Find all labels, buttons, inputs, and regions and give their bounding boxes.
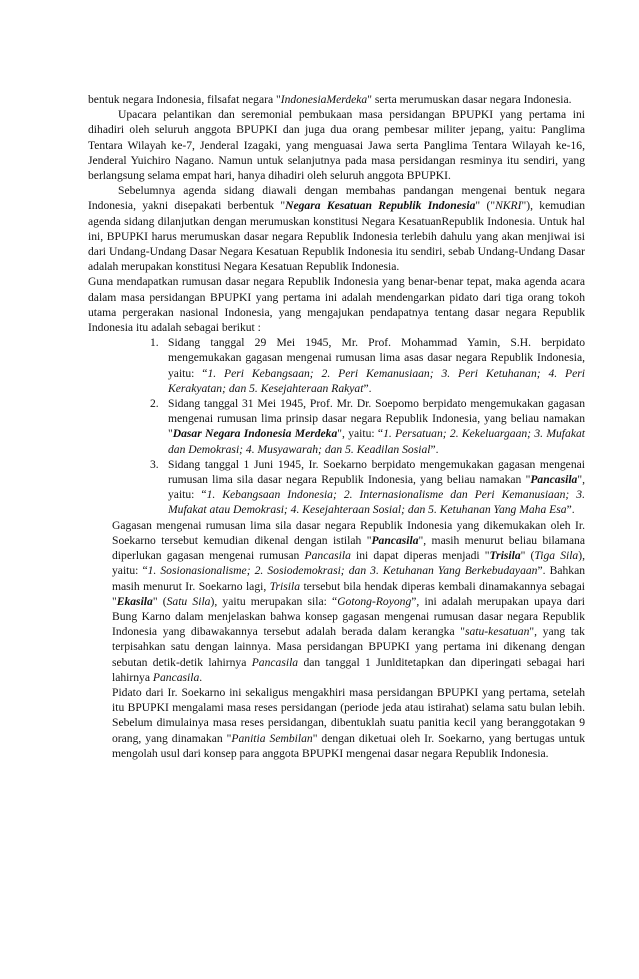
text: Sidang tanggal 31 Mei 1945, Prof. Mr. Dr. Soepomo berpidato mengemukakan gagasan mengenai rumusan lima prinsip dasar negara Republik Indonesia, yang beliau namakan ": [168, 397, 585, 441]
list-item: [88, 396, 585, 457]
text: ”.: [566, 503, 575, 517]
text: ), yaitu merupakan sila: “: [210, 594, 338, 608]
italic-term: IndonesiaMerdeka: [280, 93, 368, 106]
text: dan tanggal 1 Junlditetapkan dan diperingati sebagai hari lahirnya: [112, 655, 586, 684]
italic-term: 1. Peri Kebangsaan; 2. Peri Kemanusiaan; 3. Peri Ketuhanan; 4. Peri Kerakyatan; dan 5. Kesejahteraan Rakyat: [168, 366, 586, 395]
list-item: [88, 335, 585, 396]
indented-block: [88, 518, 585, 761]
text: ", yaitu: “: [337, 427, 384, 441]
italic-term: Pancasila: [152, 670, 200, 684]
text: " (: [520, 549, 535, 563]
bold-italic-term: Pancasila: [530, 473, 578, 487]
text: ”.: [363, 381, 372, 395]
text: ”, ini adalah merupakan upaya dari Bung Karno dalam menjelaskan bahwa konsep gagasan mengenai rumusan dasar negara Republik Indonesia yang dibawakannya tersebut adalah berada dalam kerangka ": [112, 594, 585, 639]
italic-term: Pancasila: [304, 549, 351, 563]
italic-term: NKRI: [495, 199, 522, 213]
document-page: [88, 92, 585, 761]
text: ”.: [430, 442, 439, 456]
list-number: 3.: [150, 457, 159, 471]
text: Sebelumnya agenda sidang diawali dengan membahas pandangan mengenai bentuk negara Indonesia, yakni disepakati berbentuk ": [88, 184, 585, 213]
paragraph-intro: [88, 92, 585, 107]
paragraph-guna: Guna mendapatkan rumusan dasar negara Republik Indonesia yang benar-benar tepat, maka agenda acara dalam masa persidangan BPUPKI yang pertama ini adalah mendengarkan pidato dari tiga orang tokoh utama pergerakan nasional Indonesia, yang mengajukan pendapatnya tentang dasar negara Republik Indonesia itu adalah sebagai berikut :: [88, 275, 585, 335]
italic-term: Pancasila: [251, 655, 299, 669]
italic-term: 1. Sosionasionalisme; 2. Sosiodemokrasi; dan 3. Ketuhanan Yang Berkebudayaan: [147, 564, 538, 578]
text: ini dapat diperas menjadi ": [350, 549, 490, 563]
text: " serta merumuskan dasar negara Indonesia.: [367, 93, 572, 106]
text: " (: [152, 594, 167, 608]
italic-term: Gotong-Royong: [337, 594, 412, 608]
text: ), yaitu: “: [112, 549, 585, 578]
text: ”. Bahkan masih menurut Ir. Soekarno lagi,: [112, 564, 586, 593]
bold-italic-term: Trisila: [489, 549, 521, 563]
paragraph-gagasan: [112, 518, 585, 685]
italic-term: Tiga Sila: [534, 549, 579, 563]
text: tersebut bila hendak diperas kembali dinamakannya sebagai ": [112, 579, 586, 608]
text: ", yang tak terpisahkan satu dengan lainnya. Masa persidangan BPUPKI yang pertama ini dikenang dengan sebutan detik-detik lahirnya: [112, 625, 585, 669]
bold-italic-term: Dasar Negara Indonesia Merdeka: [172, 427, 338, 441]
italic-term: 1. Kebangsaan Indonesia; 2. Internasionalisme dan Peri Kemanusiaan; 3. Mufakat atau Demokrasi; 4. Kesejahteraan Sosial; dan 5. Ketuhanan Yang Maha Esa: [168, 488, 585, 517]
text: Sidang tanggal 1 Juni 1945, Ir. Soekarno berpidato mengemukakan gagasan mengenai rumusan lima sila dasar negara Republik Indonesia, yang beliau namakan ": [168, 457, 585, 487]
paragraph-upacara: Upacara pelantikan dan seremonial pembukaan masa persidangan BPUPKI yang pertama ini dihadiri oleh seluruh anggota BPUPKI dan juga dua orang pembesar militer jepang, yaitu: Panglima Tentara Wilayah ke-7, Jenderal Izagaki, yang menguasai Jawa serta Panglima Tentara Wilayah ke-16, Jenderal Yuichiro Nagano. Namun untuk selanjutnya pada masa persidangan resminya itu sendiri, yang berlangsung selama empat hari, hanya dihadiri oleh seluruh anggota BPUPKI.: [88, 108, 585, 183]
bold-italic-term: Pancasila: [371, 533, 419, 547]
text: "), kemudian agenda sidang dilanjutkan dengan merumuskan konstitusi Negara KesatuanRepublik Indonesia. Untuk hal ini, BPUPKI harus merumuskan dasar negara Republik Indonesia terlebih dahulu yang akan menjiwai isi dari Undang-Undang Dasar Negara Kesatuan Republik Indonesia itu sendiri, sebab Undang-Undang Dasar adalah merupakan konstitusi Negara Kesatuan Republik Indonesia.: [88, 199, 586, 274]
text: ", yaitu: “: [168, 473, 585, 502]
italic-term: 1. Persatuan; 2. Kekeluargaan; 3. Mufakat dan Demokrasi; 4. Musyawarah; dan 5. Keadilan Sosial: [168, 427, 585, 456]
text: " (": [475, 199, 496, 213]
text: Sidang tanggal 29 Mei 1945, Mr. Prof. Mohammad Yamin, S.H. berpidato mengemukakan gagasan mengenai rumusan lima asas dasar negara Republik Indonesia, yaitu: “: [168, 336, 585, 380]
paragraph-pidato: [112, 685, 585, 761]
sidang-list: [88, 335, 585, 517]
italic-term: Panitia Sembilan: [231, 731, 313, 745]
text: Pidato dari Ir. Soekarno ini sekaligus mengakhiri masa persidangan BPUPKI yang pertama, setelah itu BPUPKI mengalami masa reses persidangan (periode jeda atau istirahat) selama satu bulan lebih. Sebelum dimulainya masa reses persidangan, dibentuklah suatu panitia kecil yang beranggotakan 9 orang, yang dinamakan ": [112, 685, 585, 745]
italic-term: satu-kesatuan: [464, 625, 530, 639]
list-item: [88, 457, 585, 518]
bold-italic-term: Ekasila: [116, 594, 153, 608]
text: Gagasan mengenai rumusan lima sila dasar negara Republik Indonesia yang dikemukakan oleh Ir. Soekarno tersebut kemudian dikenal dengan istilah ": [112, 518, 585, 547]
text: bentuk negara Indonesia, filsafat negara ": [88, 93, 281, 106]
italic-term: Satu Sila: [166, 594, 211, 608]
list-number: 2.: [150, 397, 159, 411]
list-number: 1.: [150, 336, 159, 350]
text: .: [199, 670, 203, 684]
text: " dengan diketuai oleh Ir. Soekarno, yang bertugas untuk mengolah usul dari konsep para anggota BPUPKI mengenai dasar negara Republik Indonesia.: [112, 731, 586, 760]
paragraph-sebelumnya: [88, 183, 585, 274]
italic-term: Trisila: [269, 579, 300, 593]
bold-italic-term: Negara Kesatuan Republik Indonesia: [285, 199, 476, 213]
text: ", masih menurut beliau bilamana diperlukan gagasan mengenai rumusan: [112, 533, 585, 563]
